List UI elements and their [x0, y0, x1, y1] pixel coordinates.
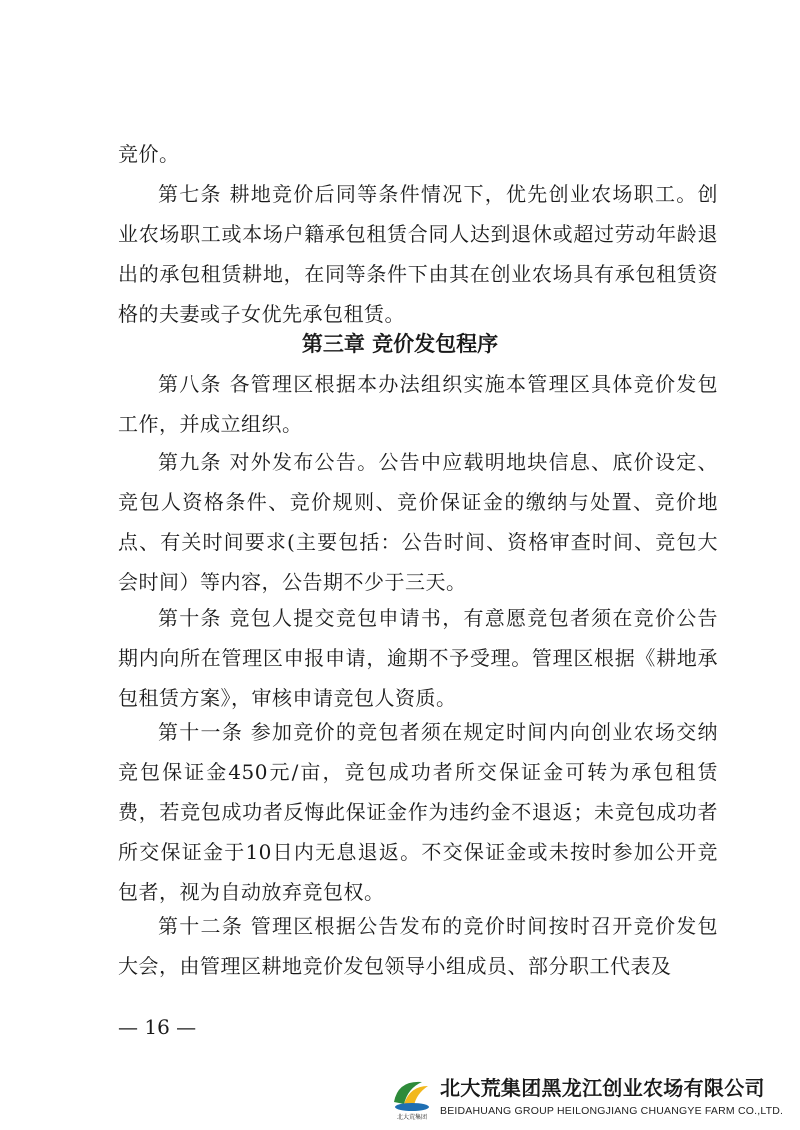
logo-emblem-icon — [388, 1074, 436, 1116]
company-logo — [388, 1074, 436, 1124]
paragraph-continuation: 竞价。 — [118, 142, 180, 166]
company-name-chinese: 北大荒集团黑龙江创业农场有限公司 — [440, 1076, 765, 1100]
article-10: 第十条 竞包人提交竞包申请书，有意愿竞包者须在竞价公告期内向所在管理区申报申请，逾期不予受理。管理区根据《耕地承包租赁方案》，审核申请竞包人资质。 — [118, 606, 718, 710]
page-number: — 16 — — [118, 1015, 197, 1039]
article-9: 第九条 对外发布公告。公告中应载明地块信息、底价设定、竞包人资格条件、竞价规则、竞价保证金的缴纳与处置、竞价地点、有关时间要求(主要包括：公告时间、资格审查时间、竞包大会时间）等内容，公告期不少于三天。 — [118, 450, 718, 594]
article-8: 第八条 各管理区根据本办法组织实施本管理区具体竞价发包工作，并成立组织。 — [118, 372, 718, 436]
chapter-heading: 第三章 竞价发包程序 — [301, 332, 499, 356]
company-footer — [388, 1074, 792, 1124]
article-7: 第七条 耕地竞价后同等条件情况下，优先创业农场职工。创业农场职工或本场户籍承包租赁合同人达到退休或超过劳动年龄退出的承包租赁耕地，在同等条件下由其在创业农场具有承包租赁资格的夫妻或子女优先承包租赁。 — [118, 182, 718, 326]
logo-caption: 北大荒集团 — [396, 1114, 427, 1121]
article-12: 第十二条 管理区根据公告发布的竞价时间按时召开竞价发包大会，由管理区耕地竞价发包领导小组成员、部分职工代表及 — [118, 914, 718, 978]
article-11: 第十一条 参加竞价的竞包者须在规定时间内向创业农场交纳竞包保证金450元/亩，竞包成功者所交保证金可转为承包租赁费，若竞包成功者反悔此保证金作为违约金不退返；未竞包成功者所交保证金于10日内无息退返。不交保证金或未按时参加公开竞包者，视为自动放弃竞包权。 — [118, 720, 718, 904]
company-name-english: BEIDAHUANG GROUP HEILONGJIANG CHUANGYE FARM CO.,LTD. — [440, 1105, 784, 1117]
